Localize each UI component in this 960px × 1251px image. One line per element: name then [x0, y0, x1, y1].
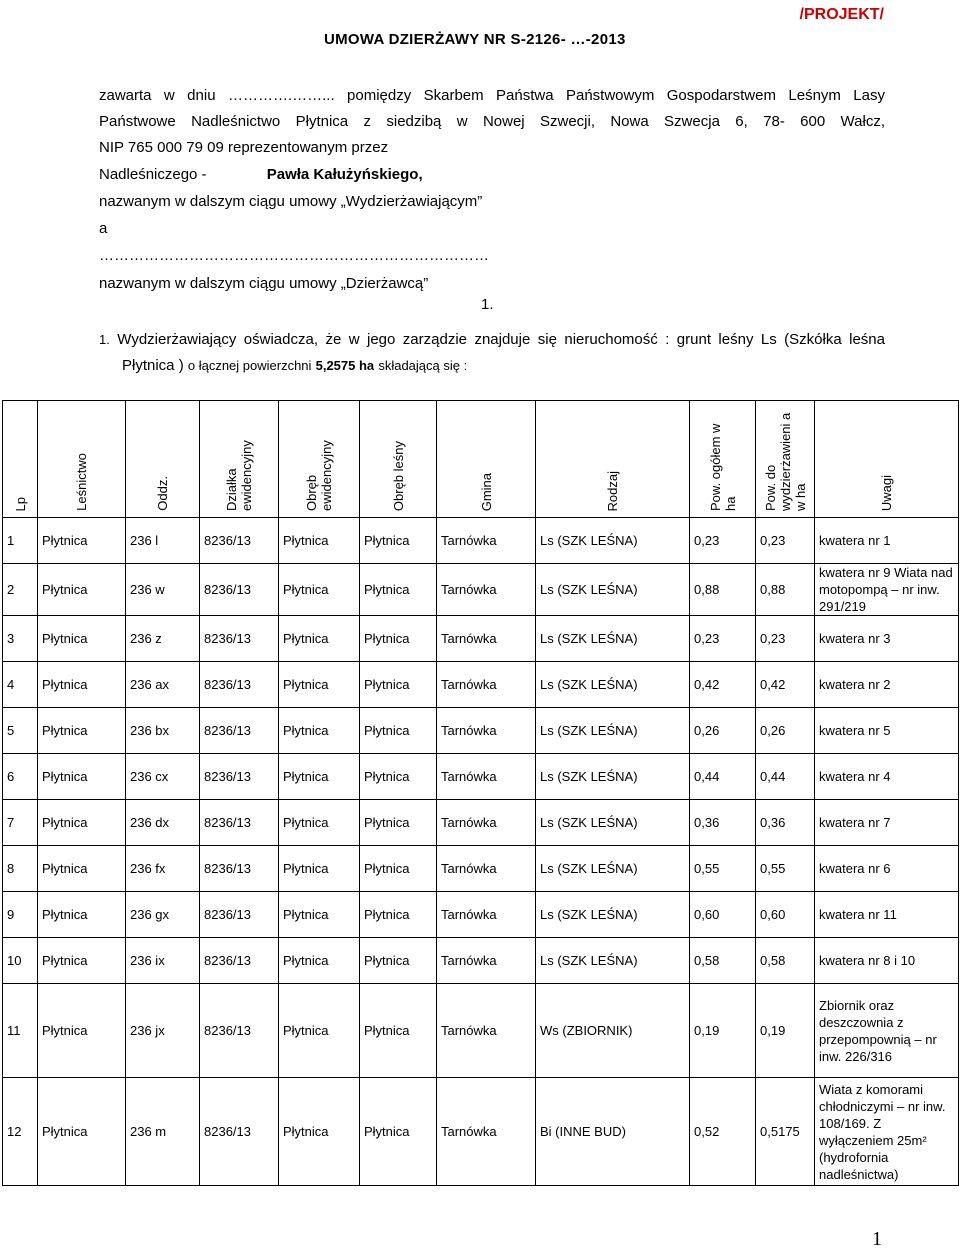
cell-obreb-lesny: Płytnica: [360, 564, 437, 616]
parcels-table: [2, 400, 959, 1186]
cell-oddz: 236 z: [126, 616, 200, 662]
cell-uwagi: kwatera nr 7: [815, 800, 959, 846]
cell-pow-wydzierzawienia: 0,60: [756, 892, 815, 938]
cell-gmina: Tarnówka: [437, 892, 536, 938]
cell-oddz: 236 bx: [126, 708, 200, 754]
cell-rodzaj: Ls (SZK LEŚNA): [536, 892, 690, 938]
table-row: [3, 892, 959, 938]
representative-line: [99, 162, 885, 188]
clause-text: Wydzierżawiający oświadcza, że w jego zarządzie znajduje się nieruchomość : grunt leśny Ls (Szkółka leśna: [117, 331, 885, 348]
cell-obreb-ewidencyjny: Płytnica: [279, 518, 360, 564]
cell-gmina: Tarnówka: [437, 800, 536, 846]
cell-gmina: Tarnówka: [437, 616, 536, 662]
clause-line-2: [99, 353, 885, 379]
cell-obreb-ewidencyjny: Płytnica: [279, 846, 360, 892]
cell-obreb-lesny: Płytnica: [360, 984, 437, 1078]
cell-uwagi: kwatera nr 6: [815, 846, 959, 892]
cell-rodzaj: Ls (SZK LEŚNA): [536, 938, 690, 984]
cell-lp: 12: [3, 1078, 38, 1186]
header-uwagi: Uwagi: [815, 401, 959, 518]
cell-rodzaj: Ls (SZK LEŚNA): [536, 616, 690, 662]
cell-oddz: 236 m: [126, 1078, 200, 1186]
cell-lesnictwo: Płytnica: [38, 662, 126, 708]
cell-rodzaj: Ls (SZK LEŚNA): [536, 754, 690, 800]
cell-gmina: Tarnówka: [437, 754, 536, 800]
cell-pow-ogolem: 0,26: [690, 708, 756, 754]
cell-lp: 7: [3, 800, 38, 846]
cell-pow-wydzierzawienia: 0,58: [756, 938, 815, 984]
cell-dzialka: 8236/13: [200, 892, 279, 938]
cell-pow-ogolem: 0,52: [690, 1078, 756, 1186]
table-row: [3, 564, 959, 616]
cell-oddz: 236 dx: [126, 800, 200, 846]
cell-obreb-lesny: Płytnica: [360, 754, 437, 800]
table-row: [3, 1078, 959, 1186]
clause-line-1: [99, 327, 885, 353]
cell-obreb-ewidencyjny: Płytnica: [279, 938, 360, 984]
cell-obreb-ewidencyjny: Płytnica: [279, 984, 360, 1078]
cell-oddz: 236 ix: [126, 938, 200, 984]
clause-1: [99, 327, 885, 379]
cell-pow-wydzierzawienia: 0,19: [756, 984, 815, 1078]
cell-uwagi: kwatera nr 9 Wiata nad motopompą – nr inw. 291/219: [815, 564, 959, 616]
cell-lesnictwo: Płytnica: [38, 938, 126, 984]
header-obreb-lesny: Obręb leśny: [360, 401, 437, 518]
cell-oddz: 236 fx: [126, 846, 200, 892]
cell-pow-ogolem: 0,55: [690, 846, 756, 892]
table-row: [3, 938, 959, 984]
cell-rodzaj: Ls (SZK LEŚNA): [536, 846, 690, 892]
cell-lesnictwo: Płytnica: [38, 518, 126, 564]
cell-rodzaj: Ls (SZK LEŚNA): [536, 518, 690, 564]
cell-pow-ogolem: 0,88: [690, 564, 756, 616]
cell-obreb-ewidencyjny: Płytnica: [279, 754, 360, 800]
header-pow-ogolem: Pow. ogółem w ha: [690, 401, 756, 518]
clause-area-value: 5,2575 ha: [315, 358, 375, 373]
document-title: UMOWA DZIERŻAWY NR S-2126- …-2013: [324, 31, 626, 48]
lessee-definition: nazwanym w dalszym ciągu umowy „Dzierżawcą”: [99, 275, 429, 292]
cell-obreb-lesny: Płytnica: [360, 1078, 437, 1186]
header-pow-wydzierzawienia: Pow. do wydzierżawieni a w ha: [756, 401, 815, 518]
lessor-definition: nazwanym w dalszym ciągu umowy „Wydzierżawiającym”: [99, 193, 483, 210]
representative-role: Nadleśniczego -: [99, 166, 207, 183]
header-oddz: Oddz.: [126, 401, 200, 518]
cell-obreb-lesny: Płytnica: [360, 518, 437, 564]
cell-lp: 4: [3, 662, 38, 708]
cell-gmina: Tarnówka: [437, 662, 536, 708]
cell-obreb-lesny: Płytnica: [360, 616, 437, 662]
cell-lp: 8: [3, 846, 38, 892]
cell-oddz: 236 cx: [126, 754, 200, 800]
cell-pow-wydzierzawienia: 0,23: [756, 518, 815, 564]
header-gmina: Gmina: [437, 401, 536, 518]
cell-lp: 1: [3, 518, 38, 564]
cell-pow-ogolem: 0,36: [690, 800, 756, 846]
cell-rodzaj: Ws (ZBIORNIK): [536, 984, 690, 1078]
cell-pow-ogolem: 0,58: [690, 938, 756, 984]
cell-uwagi: kwatera nr 5: [815, 708, 959, 754]
table-row: [3, 846, 959, 892]
cell-oddz: 236 gx: [126, 892, 200, 938]
cell-dzialka: 8236/13: [200, 564, 279, 616]
cell-lesnictwo: Płytnica: [38, 616, 126, 662]
cell-obreb-lesny: Płytnica: [360, 846, 437, 892]
cell-pow-wydzierzawienia: 0,55: [756, 846, 815, 892]
cell-dzialka: 8236/13: [200, 518, 279, 564]
cell-gmina: Tarnówka: [437, 708, 536, 754]
cell-dzialka: 8236/13: [200, 616, 279, 662]
cell-lesnictwo: Płytnica: [38, 846, 126, 892]
table-row: [3, 616, 959, 662]
intro-line-1: zawarta w dniu ………….……... pomiędzy Skarbem Państwa Państwowym Gospodarstwem Leśnym Lasy: [99, 87, 885, 104]
cell-obreb-lesny: Płytnica: [360, 708, 437, 754]
cell-uwagi: kwatera nr 1: [815, 518, 959, 564]
table-row: [3, 754, 959, 800]
cell-obreb-ewidencyjny: Płytnica: [279, 800, 360, 846]
cell-rodzaj: Ls (SZK LEŚNA): [536, 800, 690, 846]
cell-oddz: 236 ax: [126, 662, 200, 708]
cell-rodzaj: Ls (SZK LEŚNA): [536, 662, 690, 708]
cell-pow-wydzierzawienia: 0,26: [756, 708, 815, 754]
cell-obreb-lesny: Płytnica: [360, 938, 437, 984]
clause-area-name: Płytnica ): [122, 357, 184, 374]
cell-lp: 5: [3, 708, 38, 754]
cell-dzialka: 8236/13: [200, 662, 279, 708]
cell-obreb-ewidencyjny: Płytnica: [279, 564, 360, 616]
cell-lesnictwo: Płytnica: [38, 984, 126, 1078]
cell-dzialka: 8236/13: [200, 984, 279, 1078]
header-lesnictwo: Leśnictwo: [38, 401, 126, 518]
cell-rodzaj: Ls (SZK LEŚNA): [536, 708, 690, 754]
cell-lp: 10: [3, 938, 38, 984]
table-row: [3, 800, 959, 846]
cell-uwagi: kwatera nr 8 i 10: [815, 938, 959, 984]
cell-lp: 3: [3, 616, 38, 662]
cell-lp: 2: [3, 564, 38, 616]
cell-pow-wydzierzawienia: 0,42: [756, 662, 815, 708]
lessee-placeholder: ……………………………………………………………………: [99, 247, 489, 264]
cell-pow-wydzierzawienia: 0,23: [756, 616, 815, 662]
cell-dzialka: 8236/13: [200, 800, 279, 846]
cell-uwagi: Wiata z komorami chłodniczymi – nr inw. 108/169. Z wyłączeniem 25m² (hydrofornia nadleśnictwa): [815, 1078, 959, 1186]
cell-lp: 11: [3, 984, 38, 1078]
cell-obreb-ewidencyjny: Płytnica: [279, 616, 360, 662]
project-marker: /PROJEKT/: [799, 6, 884, 23]
intro-line-3: NIP 765 000 79 09 reprezentowanym przez: [99, 139, 389, 156]
cell-obreb-ewidencyjny: Płytnica: [279, 662, 360, 708]
cell-dzialka: 8236/13: [200, 846, 279, 892]
table-row: [3, 662, 959, 708]
page-number: 1: [872, 1228, 882, 1250]
cell-pow-ogolem: 0,44: [690, 754, 756, 800]
representative-name: Pawła Kałużyńskiego,: [266, 166, 423, 183]
cell-obreb-lesny: Płytnica: [360, 800, 437, 846]
cell-lesnictwo: Płytnica: [38, 1078, 126, 1186]
cell-pow-wydzierzawienia: 0,5175: [756, 1078, 815, 1186]
clause-number: 1.: [99, 332, 110, 347]
clause-area-suffix: składającą się :: [378, 358, 468, 373]
cell-pow-ogolem: 0,23: [690, 518, 756, 564]
cell-gmina: Tarnówka: [437, 846, 536, 892]
cell-gmina: Tarnówka: [437, 1078, 536, 1186]
cell-uwagi: Zbiornik oraz deszczownia z przepompownią – nr inw. 226/316: [815, 984, 959, 1078]
cell-obreb-lesny: Płytnica: [360, 892, 437, 938]
cell-oddz: 236 l: [126, 518, 200, 564]
cell-dzialka: 8236/13: [200, 754, 279, 800]
header-lp: Lp: [3, 401, 38, 518]
header-dzialka: Działka ewidencyjny: [200, 401, 279, 518]
cell-obreb-ewidencyjny: Płytnica: [279, 892, 360, 938]
cell-obreb-ewidencyjny: Płytnica: [279, 1078, 360, 1186]
cell-lesnictwo: Płytnica: [38, 892, 126, 938]
header-obreb-ewidencyjny: Obręb ewidencyjny: [279, 401, 360, 518]
cell-pow-ogolem: 0,19: [690, 984, 756, 1078]
cell-pow-ogolem: 0,23: [690, 616, 756, 662]
cell-uwagi: kwatera nr 2: [815, 662, 959, 708]
table-header-row: [3, 401, 959, 518]
intro-line-2: Państwowe Nadleśnictwo Płytnica z siedzibą w Nowej Szwecji, Nowa Szwecja 6, 78- 600 Wałcz,: [99, 113, 885, 130]
cell-oddz: 236 jx: [126, 984, 200, 1078]
table-row: [3, 984, 959, 1078]
section-number: 1.: [481, 296, 494, 313]
cell-gmina: Tarnówka: [437, 518, 536, 564]
clause-area-label: o łącznej powierzchni: [187, 358, 312, 373]
cell-pow-wydzierzawienia: 0,36: [756, 800, 815, 846]
cell-uwagi: kwatera nr 4: [815, 754, 959, 800]
cell-lesnictwo: Płytnica: [38, 564, 126, 616]
cell-dzialka: 8236/13: [200, 938, 279, 984]
cell-obreb-lesny: Płytnica: [360, 662, 437, 708]
cell-gmina: Tarnówka: [437, 984, 536, 1078]
cell-lp: 9: [3, 892, 38, 938]
cell-pow-wydzierzawienia: 0,44: [756, 754, 815, 800]
table-row: [3, 518, 959, 564]
cell-oddz: 236 w: [126, 564, 200, 616]
cell-gmina: Tarnówka: [437, 564, 536, 616]
cell-pow-ogolem: 0,60: [690, 892, 756, 938]
cell-dzialka: 8236/13: [200, 708, 279, 754]
cell-lp: 6: [3, 754, 38, 800]
cell-lesnictwo: Płytnica: [38, 754, 126, 800]
cell-lesnictwo: Płytnica: [38, 708, 126, 754]
cell-uwagi: kwatera nr 3: [815, 616, 959, 662]
cell-uwagi: kwatera nr 11: [815, 892, 959, 938]
cell-rodzaj: Ls (SZK LEŚNA): [536, 564, 690, 616]
cell-gmina: Tarnówka: [437, 938, 536, 984]
cell-pow-wydzierzawienia: 0,88: [756, 564, 815, 616]
table-row: [3, 708, 959, 754]
cell-pow-ogolem: 0,42: [690, 662, 756, 708]
cell-rodzaj: Bi (INNE BUD): [536, 1078, 690, 1186]
cell-obreb-ewidencyjny: Płytnica: [279, 708, 360, 754]
cell-dzialka: 8236/13: [200, 1078, 279, 1186]
conjunction: a: [99, 220, 108, 237]
cell-lesnictwo: Płytnica: [38, 800, 126, 846]
header-rodzaj: Rodzaj: [536, 401, 690, 518]
